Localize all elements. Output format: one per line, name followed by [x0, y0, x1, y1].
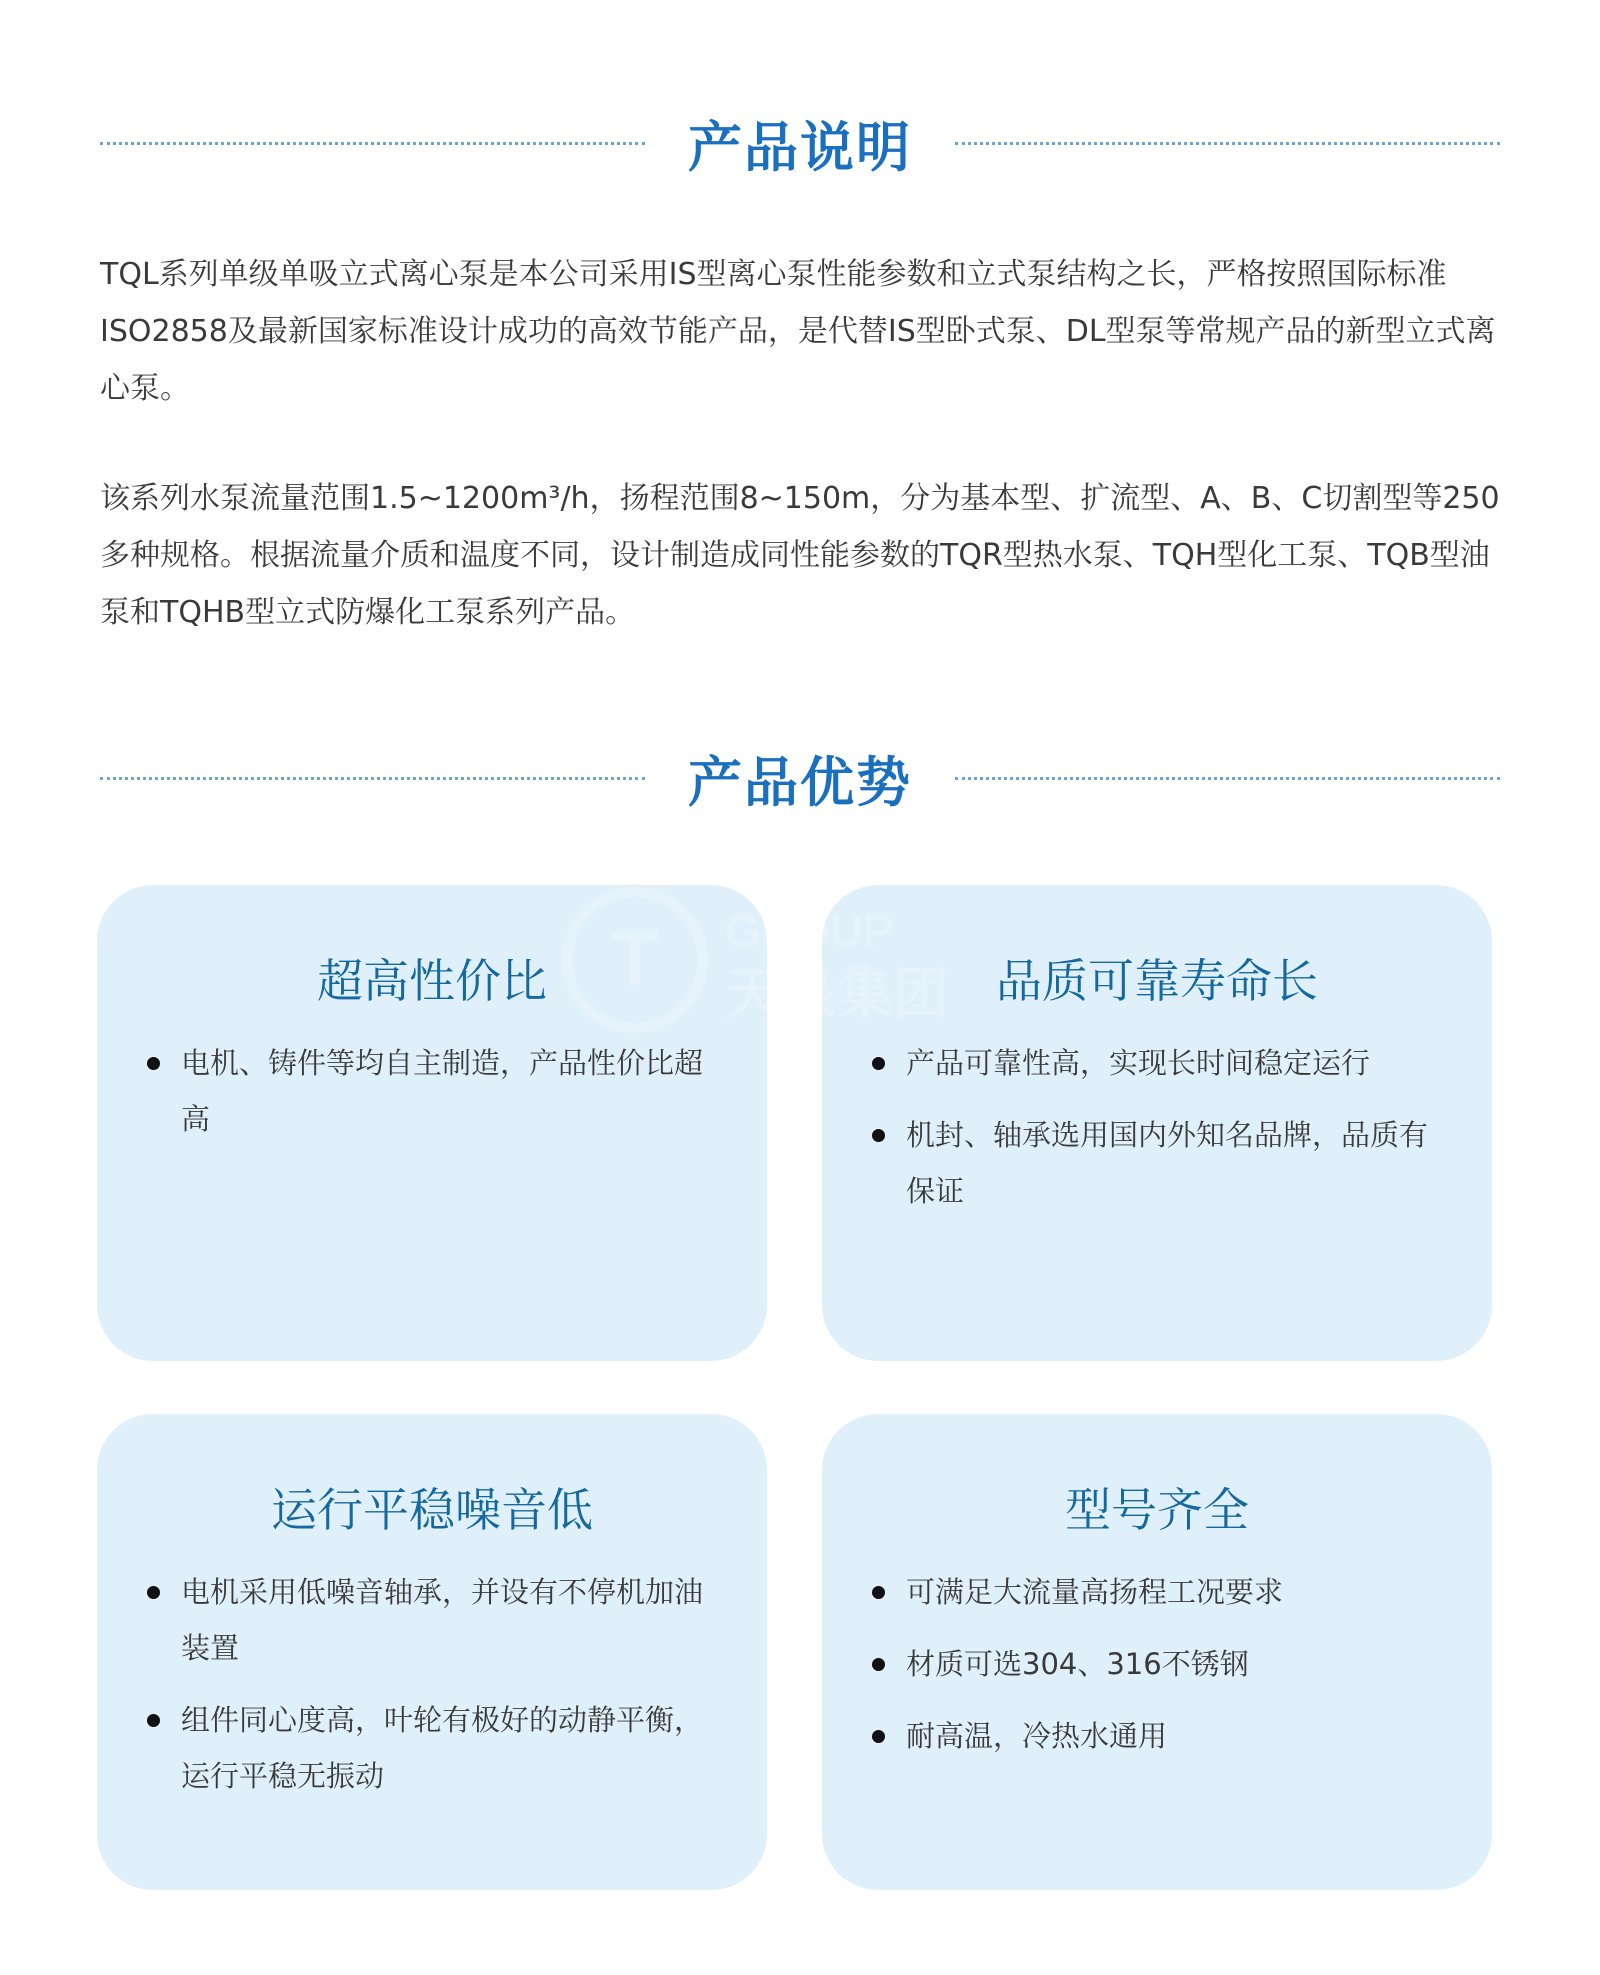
card-list	[147, 1564, 727, 1820]
card-list	[147, 1035, 727, 1163]
card-title: 型号齐全	[1065, 1483, 1249, 1537]
list-item: 组件同心度高，叶轮有极好的动静平衡，运行平稳无振动	[147, 1692, 727, 1804]
divider-right	[955, 142, 1500, 145]
bullet-dot	[872, 1730, 885, 1743]
card-list	[872, 1035, 1452, 1235]
bullet-dot	[872, 1129, 885, 1142]
card-title: 运行平稳噪音低	[271, 1483, 593, 1537]
section-header-advantages	[100, 738, 1500, 818]
list-item: 材质可选304、316不锈钢	[872, 1636, 1452, 1692]
list-item: 机封、轴承选用国内外知名品牌，品质有保证	[872, 1107, 1452, 1219]
divider-right	[955, 777, 1500, 780]
bullet-dot	[872, 1057, 885, 1070]
advantage-card-value	[97, 885, 767, 1361]
card-title: 超高性价比	[317, 954, 547, 1008]
advantage-card-low-noise	[97, 1414, 767, 1890]
list-item: 电机、铸件等均自主制造，产品性价比超高	[147, 1035, 727, 1147]
section-header-intro	[100, 103, 1500, 183]
advantage-card-full-range	[822, 1414, 1492, 1890]
bullet-dot	[872, 1658, 885, 1671]
list-item: 产品可靠性高，实现长时间稳定运行	[872, 1035, 1452, 1091]
advantage-card-reliability	[822, 885, 1492, 1361]
bullet-dot	[147, 1714, 160, 1727]
watermark-text-cn: 天泉集团	[725, 962, 949, 1027]
bullet-dot	[147, 1586, 160, 1599]
section-title-advantages: 产品优势	[688, 750, 912, 814]
list-item: 耐高温，冷热水通用	[872, 1708, 1452, 1764]
watermark-logo-letter: T	[611, 914, 659, 1002]
intro-paragraph-1: TQL系列单级单吸立式离心泵是本公司采用IS型离心泵性能参数和立式泵结构之长，严格按照国际标准ISO2858及最新国家标准设计成功的高效节能产品，是代替IS型卧式泵、DL型泵等常规产品的新型立式离心泵。	[100, 257, 1496, 406]
divider-left	[100, 777, 645, 780]
watermark-text-en: GROUP	[725, 905, 894, 957]
intro-paragraph-2: 该系列水泵流量范围1.5~1200m³/h，扬程范围8~150m，分为基本型、扩流型、A、B、C切割型等250多种规格。根据流量介质和温度不同，设计制造成同性能参数的TQR型热水泵、TQH型化工泵、TQB型油泵和TQHB型立式防爆化工泵系列产品。	[100, 481, 1500, 630]
list-item: 可满足大流量高扬程工况要求	[872, 1564, 1452, 1620]
bullet-dot	[872, 1586, 885, 1599]
list-item: 电机采用低噪音轴承，并设有不停机加油装置	[147, 1564, 727, 1676]
card-title: 品质可靠寿命长	[996, 954, 1318, 1008]
section-title-intro: 产品说明	[688, 115, 912, 179]
bullet-dot	[147, 1057, 160, 1070]
divider-left	[100, 142, 645, 145]
card-list	[872, 1564, 1452, 1780]
